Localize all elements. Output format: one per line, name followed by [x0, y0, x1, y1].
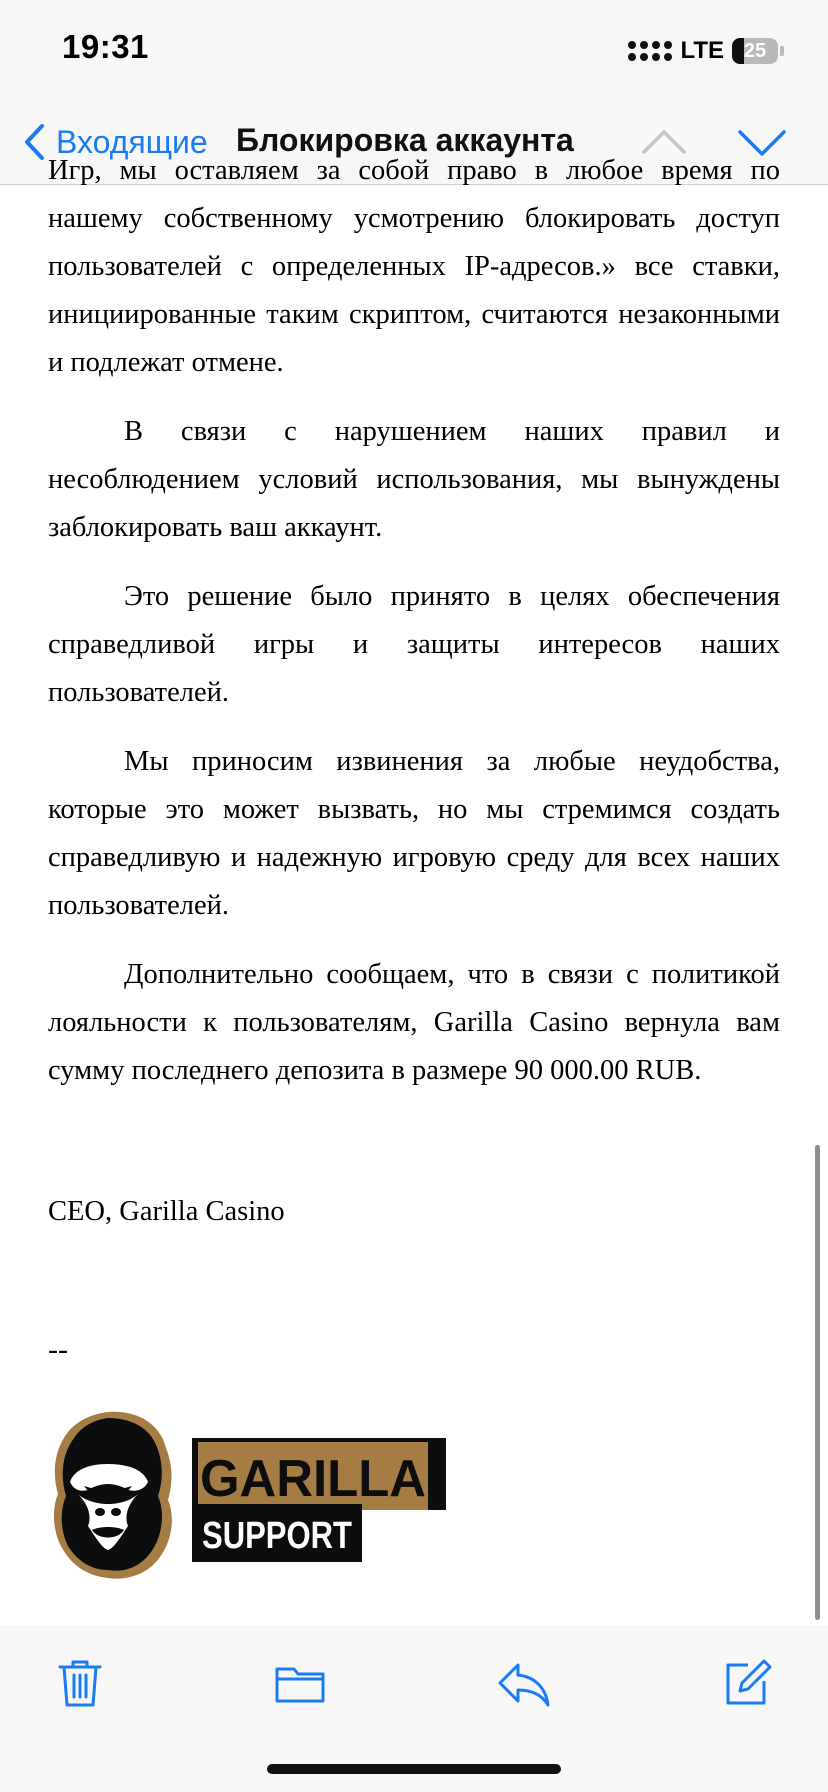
email-paragraph-1: Игр, мы оставляем за собой право в любое время по нашему собственному усмотрению блокировать доступ пользователей с определенных IP-адресов.» все ставки, инициированные таким скриптом, считаются незаконными и подлежат отмене.	[48, 155, 780, 378]
chevron-left-icon	[22, 122, 46, 162]
battery-icon	[732, 38, 778, 64]
signature-separator: --	[48, 1333, 68, 1366]
email-subject: Блокировка аккаунта	[236, 122, 574, 158]
compose-icon[interactable]	[718, 1655, 774, 1711]
folder-icon[interactable]	[272, 1655, 328, 1711]
status-time: 19:31	[62, 28, 149, 65]
network-type: LTE	[680, 37, 724, 64]
signal-icon	[628, 41, 672, 61]
email-signature: CEO, Garilla Casino	[48, 1196, 285, 1227]
battery-level: 25	[743, 40, 767, 62]
logo-text-support: SUPPORT	[202, 1515, 352, 1557]
email-paragraph-4: Мы приносим извинения за любые неудобства, которые это может вызвать, но мы стремимся создать справедливую и надежную игровую среду для всех наших пользователей.	[48, 746, 780, 921]
email-paragraph-3: Это решение было принято в целях обеспечения справедливой игры и защиты интересов наших пользователей.	[48, 581, 780, 708]
email-text	[48, 147, 780, 1374]
status-bar	[0, 0, 828, 100]
back-label: Входящие	[56, 123, 208, 160]
status-indicators	[628, 36, 784, 66]
garilla-support-logo	[48, 1408, 454, 1580]
reply-icon[interactable]	[496, 1655, 552, 1711]
email-paragraph-5: Дополнительно сообщаем, что в связи с политикой лояльности к пользователям, Garilla Casino вернула вам сумму последнего депозита в размере 90 000.00 RUB.	[48, 959, 780, 1086]
trash-icon[interactable]	[52, 1655, 108, 1711]
logo-text-garilla: GARILLA	[200, 1450, 426, 1508]
email-paragraph-2: В связи с нарушением наших правил и несоблюдением условий использования, мы вынуждены заблокировать ваш аккаунт.	[48, 416, 780, 543]
scrollbar[interactable]	[815, 1145, 820, 1620]
home-indicator[interactable]	[267, 1764, 561, 1774]
